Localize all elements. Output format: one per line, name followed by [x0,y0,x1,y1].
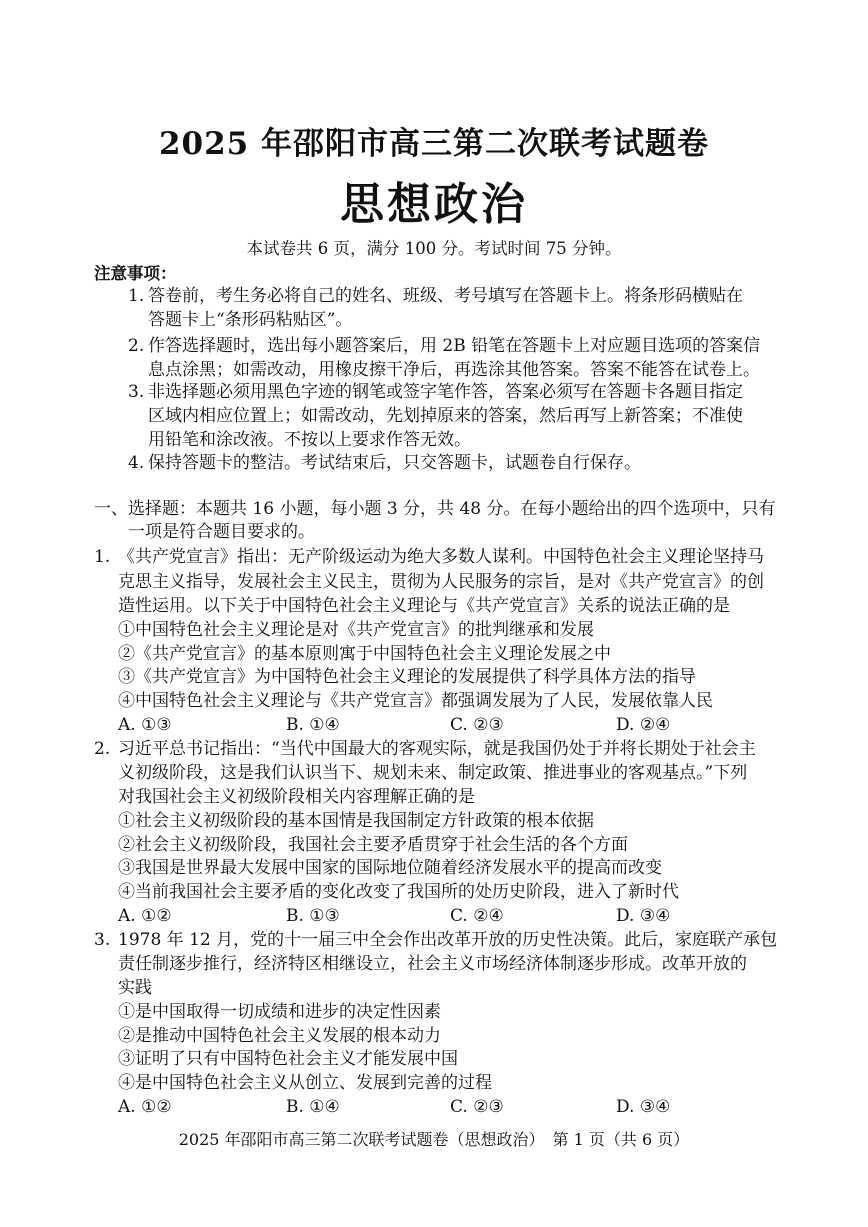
option-d: D. ③④ [616,1097,671,1117]
statement: ②《共产党宣言》的基本原则寓于中国特色社会主义理论发展之中 [118,644,611,664]
notice-item-line: 非选择题必须用黑色字迹的钢笔或签字笔作答，答案必须写在答题卡各题目指定 [148,382,743,402]
notice-item-line: 用铅笔和涂改液。不按以上要求作答无效。 [148,430,471,450]
statement: ③证明了只有中国特色社会主义才能发展中国 [118,1049,458,1069]
option-d: D. ②④ [616,715,671,735]
option-b: B. ①④ [286,715,340,735]
notice-item-line: 区域内相应位置上；如需改动，先划掉原来的答案，然后再写上新答案；不准使 [148,406,743,426]
option-a: A. ①② [118,906,172,926]
subject-title: 思想政治 [340,179,528,230]
question-stem: 1978 年 12 月，党的十一届三中全会作出改革开放的历史性决策。此后，家庭联产承包 [118,930,778,950]
question-number: 3. [94,930,111,950]
notice-item-line: 息点涂黑；如需改动，用橡皮擦干净后，再选涂其他答案。答案不能答在试卷上。 [148,360,760,380]
option-c: C. ②④ [450,906,504,926]
statement: ①是中国取得一切成绩和进步的决定性因素 [118,1002,441,1022]
options-row [118,713,838,737]
statement: ②是推动中国特色社会主义发展的根本动力 [118,1026,441,1046]
question-stem: 义初级阶段，这是我们认识当下、规划未来、制定政策、推进事业的客观基点。”下列 [118,763,748,783]
page-footer: 2025 年邵阳市高三第二次联考试题卷（思想政治） 第 1 页（共 6 页） [178,1130,690,1149]
statement: ①中国特色社会主义理论是对《共产党宣言》的批判继承和发展 [118,620,594,640]
options-row [118,1095,838,1119]
question-stem: 责任制逐步推行，经济特区相继设立，社会主义市场经济体制逐步形成。改革开放的 [118,954,747,974]
statement: ③我国是世界最大发展中国家的国际地位随着经济发展水平的提高而改变 [118,858,662,878]
option-b: B. ①④ [286,1097,340,1117]
question-stem: 《共产党宣言》指出：无产阶级运动为绝大多数人谋利。中国特色社会主义理论坚持马 [118,547,764,567]
notice-item-line: 答卷前，考生务必将自己的姓名、班级、考号填写在答题卡上。将条形码横贴在 [148,286,743,306]
notice-item-line: 保持答题卡的整洁。考试结束后，只交答题卡，试题卷自行保存。 [148,453,641,473]
option-c: C. ②③ [450,1097,504,1117]
statement: ③《共产党宣言》为中国特色社会主义理论的发展提供了科学具体方法的指导 [118,667,696,687]
question-stem: 造性运用。以下关于中国特色社会主义理论与《共产党宣言》关系的说法正确的是 [118,596,730,616]
section-heading: 一、选择题：本题共 16 小题，每小题 3 分，共 48 分。在每小题给出的四个选项中，只有 [94,499,776,519]
options-row [118,904,838,928]
notice-item-line: 作答选择题时，选出每小题答案后，用 2B 铅笔在答题卡上对应题目选项的答案信 [148,336,761,356]
section-heading-cont: 一项是符合题目要求的。 [128,522,315,542]
notice-heading: 注意事项： [94,264,177,283]
exam-info: 本试卷共 6 页，满分 100 分。考试时间 75 分钟。 [246,239,622,258]
question-stem: 习近平总书记指出：“当代中国最大的客观实际，就是我国仍处于并将长期处于社会主 [118,739,756,759]
statement: ④当前我国社会主要矛盾的变化改变了我国所的处历史阶段，进入了新时代 [118,882,679,902]
statement: ①社会主义初级阶段的基本国情是我国制定方针政策的根本依据 [118,811,594,831]
question-stem: 克思主义指导，发展社会主义民主，贯彻为人民服务的宗旨，是对《共产党宣言》的创 [118,572,764,592]
notice-item-number: 1. [128,286,145,306]
statement: ④是中国特色社会主义从创立、发展到完善的过程 [118,1073,492,1093]
question-number: 2. [94,739,111,759]
notice-item-line: 答题卡上“条形码粘贴区”。 [148,310,353,330]
option-d: D. ③④ [616,906,671,926]
question-stem: 对我国社会主义初级阶段相关内容理解正确的是 [118,787,475,807]
notice-item-number: 2. [128,336,145,356]
option-a: A. ①③ [118,715,172,735]
question-stem: 实践 [118,978,152,998]
statement: ④中国特色社会主义理论与《共产党宣言》都强调发展为了人民，发展依靠人民 [118,691,713,711]
question-number: 1. [94,547,111,567]
option-c: C. ②③ [450,715,504,735]
option-a: A. ①② [118,1097,172,1117]
statement: ②社会主义初级阶段，我国社会主要矛盾贯穿于社会生活的各个方面 [118,835,628,855]
option-b: B. ①③ [286,906,340,926]
notice-item-number: 4. [128,453,145,473]
notice-item-number: 3. [128,382,145,402]
exam-title: 2025 年邵阳市高三第二次联考试题卷 [158,126,710,162]
